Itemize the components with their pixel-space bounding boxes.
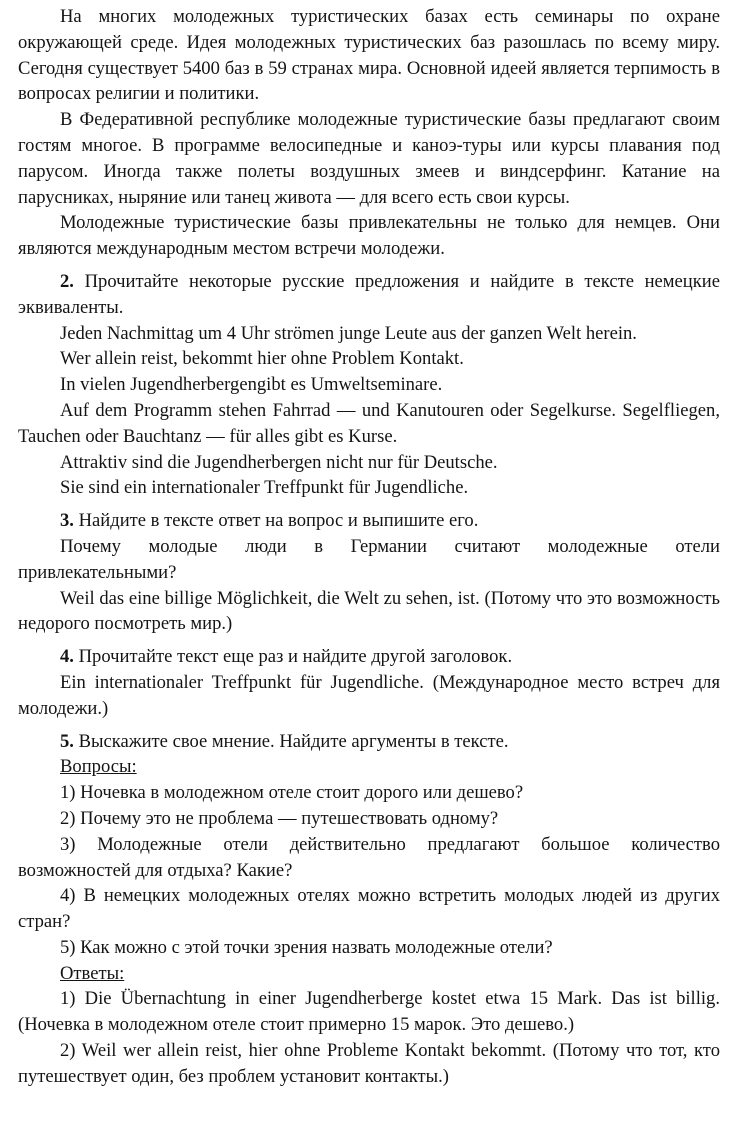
question-item: 2) Почему это не проблема — путешествовать одному? [60,807,499,829]
task-5-instruction: 5. Выскажите свое мнение. Найдите аргументы в тексте. [60,730,509,752]
task-5-number: 5. [60,730,74,752]
task-2-sentence: Sie sind ein internationaler Treffpunkt für Jugendliche. [60,477,469,499]
text-paragraph: Молодежные туристические базы привлекательны не только для немцев. Они являются международным местом встречи молодежи. [18,212,720,260]
task-4-answer: Ein internationaler Treffpunkt für Jugendliche. (Международное место встреч для молодежи.) [18,671,720,719]
task-3-instruction: 3. Найдите в тексте ответ на вопрос и выпишите его. [60,510,479,532]
text-paragraph: На многих молодежных туристических базах есть семинары по охране окружающей среде. Идея молодежных туристических баз разошлась по всему миру. Сегодня существует 5400 баз в 59 странах мира. Основной идеей является терпимость в вопросах религии и политики. [18,6,720,105]
question-item: 1) Ночевка в молодежном отеле стоит дорого или дешево? [60,782,524,804]
text-paragraph: В Федеративной республике молодежные туристические базы предлагают своим гостям многое. В программе велосипедные и каноэ-туры или курсы плавания под парусом. Иногда также полеты воздушных змеев и виндсерфинг. Катание на парусниках, ныряние или танец живота — для всего есть свои курсы. [18,109,720,208]
task-2-sentence: Wer allein reist, bekommt hier ohne Problem Kontakt. [60,348,464,370]
task-2-number: 2. [60,270,74,292]
answer-item: 1) Die Übernachtung in einer Jugendherberge kostet etwa 15 Mark. Das ist billig. (Ночевка в молодежном отеле стоит примерно 15 марок. Это дешево.) [18,988,720,1036]
task-3-number: 3. [60,510,74,532]
task-2-sentence: Attraktiv sind die Jugendherbergen nicht nur für Deutsche. [60,451,498,473]
question-item: 3) Молодежные отели действительно предлагают большое количество возможностей для отдыха? Какие? [18,833,720,881]
task-3-question: Почему молодые люди в Германии считают молодежные отели привлекательными? [18,535,720,583]
question-item: 5) Как можно с этой точки зрения назвать молодежные отели? [60,936,553,958]
questions-heading: Вопросы: [60,756,137,778]
answer-item: 2) Weil wer allein reist, hier ohne Probleme Kontakt bekommt. (Потому что тот, кто путешествует один, без проблем установит контакты.) [18,1040,720,1087]
task-2-instruction: 2. Прочитайте некоторые русские предложения и найдите в тексте немецкие эквиваленты. [18,270,720,318]
question-item: 4) В немецких молодежных отелях можно встретить молодых людей из других стран? [18,885,720,933]
task-4-number: 4. [60,646,74,668]
task-4-instruction: 4. Прочитайте текст еще раз и найдите другой заголовок. [60,646,513,668]
task-2-sentence: In vielen Jugendherbergengibt es Umweltseminare. [60,374,443,396]
answers-heading: Ответы: [60,962,125,984]
task-2-sentence: Auf dem Programm stehen Fahrrad — und Kanutouren oder Segelkurse. Segelfliegen, Tauchen oder Bauchtanz — für alles gibt es Kurse. [18,399,720,447]
task-3-answer: Weil das eine billige Möglichkeit, die Welt zu sehen, ist. (Потому что это возможность недорого посмотреть мир.) [18,587,720,635]
task-2-sentence: Jeden Nachmittag um 4 Uhr strömen junge Leute aus der ganzen Welt herein. [60,322,637,344]
